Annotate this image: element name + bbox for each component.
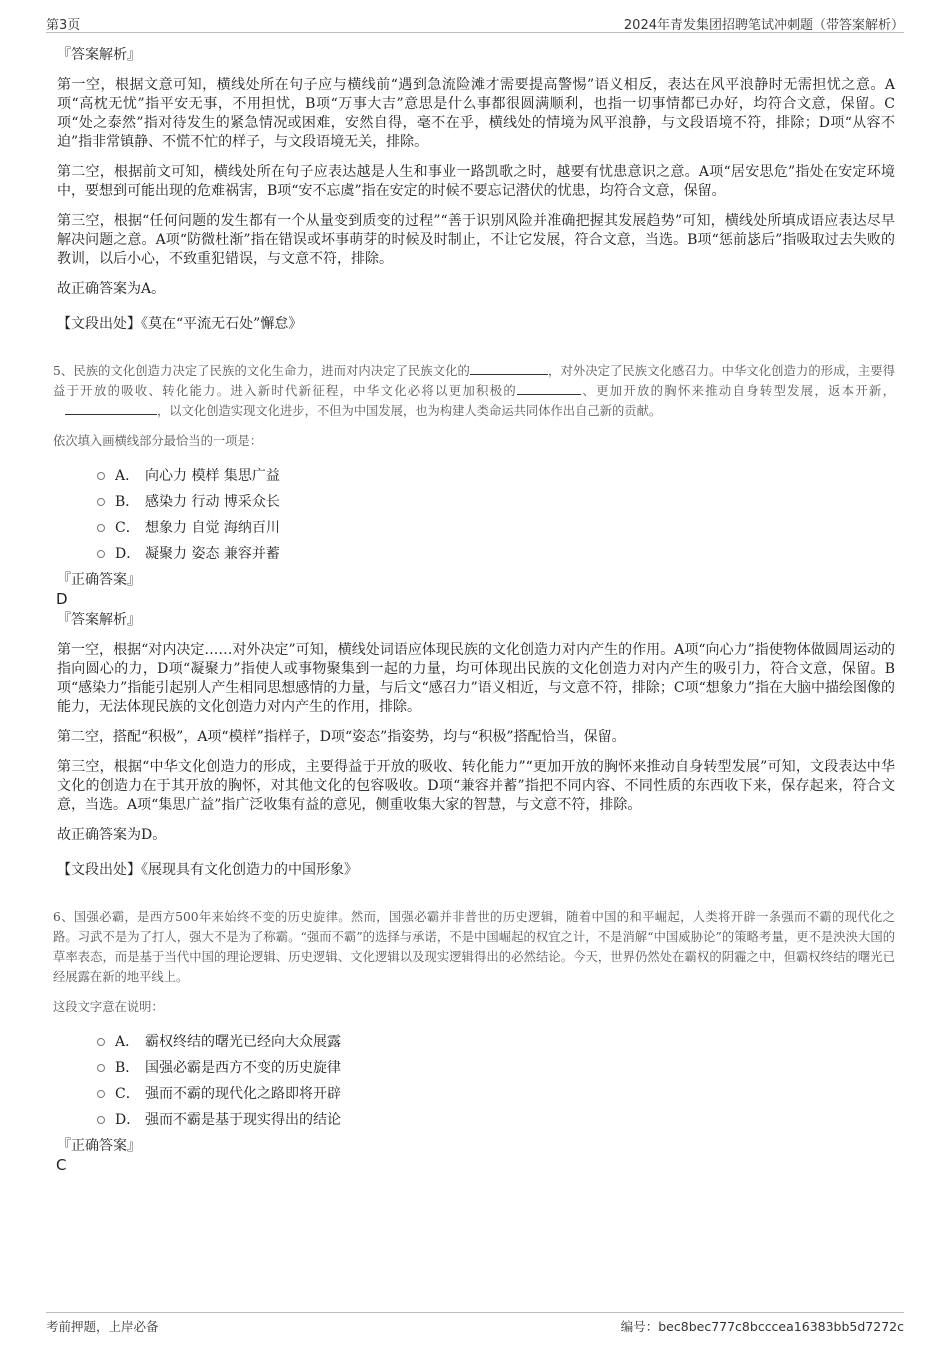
q5-answer-tag: 『正确答案』 (57, 572, 141, 588)
q5-text-part-4: ，以文化创造实现文化进步，不但为中国发展，也为构建人类命运共同体作出自己新的贡献。 (157, 404, 662, 418)
q6-answer: C (56, 1156, 67, 1174)
option-text: 凝聚力 姿态 兼容并蓄 (145, 546, 280, 562)
footer-slogan: 考前押题，上岸必备 (46, 1319, 159, 1334)
q5-text-part-3: 、更加开放的胸怀来推动自身转型发展，返本开新， (581, 384, 895, 398)
q4-source: 【文段出处】《莫在“平流无石处”懈怠》 (57, 316, 303, 332)
q5-option-c[interactable] (97, 515, 895, 541)
q6-prompt: 这段文字意在说明： (53, 1000, 164, 1014)
radio-icon[interactable] (97, 472, 105, 480)
q5-analysis-para-2: 第二空，搭配“积极”，A项“模样”指样子，D项“姿态”指姿势，均与“积极”搭配恰当，保留。 (57, 729, 626, 745)
option-key: B． (115, 494, 140, 510)
q6-answer-tag: 『正确答案』 (57, 1138, 141, 1154)
page-header (46, 12, 904, 33)
q5-source: 【文段出处】《展现具有文化创造力的中国形象》 (57, 862, 358, 878)
option-key: C． (115, 1086, 140, 1102)
option-key: C． (115, 520, 140, 536)
q5-option-b[interactable] (97, 489, 895, 515)
option-text: 霸权终结的曙光已经向大众展露 (145, 1034, 341, 1050)
option-key: A． (115, 468, 140, 484)
q5-option-a[interactable] (97, 463, 895, 489)
document-id: 编号：bec8bec777c8bcccea16383bb5d7272c (620, 1319, 904, 1334)
radio-icon[interactable] (97, 524, 105, 532)
q5-blank-2 (517, 382, 581, 395)
q5-analysis-para-3: 第三空，根据“中华文化创造力的形成，主要得益于开放的吸收、转化能力”“更加开放的胸怀来推动自身转型发展”可知，文段表达中华文化的创造力在于其开放的胸怀，对其他文化的包容吸收。D项“兼容并蓄”指把不同内容、不同性质的东西收下来，保存起来，符合文意，当选。A项“集思广益”指广泛收集有益的意见，侧重收集大家的智慧，与文意不符，排除。 (57, 759, 895, 813)
q6-option-c[interactable] (97, 1081, 895, 1107)
q5-blank-3 (65, 402, 157, 415)
q4-analysis-para-3: 第三空，根据“任何问题的发生都有一个从量变到质变的过程”“善于识别风险并准确把握其发展趋势”可知，横线处所填成语应表达尽早解决问题之意。A项“防微杜渐”指在错误或坏事萌芽的时候及时制止，不让它发展，符合文意，当选。B项“惩前毖后”指吸取过去失败的教训，以后小心，不致重犯错误，与文意不符，排除。 (57, 213, 895, 267)
q5-prompt: 依次填入画横线部分最恰当的一项是： (53, 434, 263, 448)
option-text: 强而不霸的现代化之路即将开辟 (145, 1086, 341, 1102)
q6-question-text: 6、国强必霸，是西方500年来始终不变的历史旋律。然而，国强必霸并非普世的历史逻辑，随着中国的和平崛起，人类将开辟一条强而不霸的现代化之路。习武不是为了打人，强大不是为了称霸。“强而不霸”的选择与承诺，不是中国崛起的权宜之计，不是消解“中国威胁论”的策略考量，更不是泱泱大国的草率表态，而是基于当代中国的理论逻辑、历史逻辑、文化逻辑以及现实逻辑得出的必然结论。今天，世界仍然处在霸权的阴霾之中，但霸权终结的曙光已经展露在新的地平线上。 (53, 910, 895, 984)
option-text: 感染力 行动 博采众长 (145, 494, 280, 510)
radio-icon[interactable] (97, 1090, 105, 1098)
q4-analysis-para-2: 第二空，根据前文可知，横线处所在句子应表达越是人生和事业一路凯歌之时，越要有忧患意识之意。A项“居安思危”指处在安定环境中，要想到可能出现的危难祸害，B项“安不忘虞”指在安定的时候不要忘记潜伏的忧患，均符合文意，保留。 (57, 164, 895, 199)
q5-text-part-1: 5、民族的文化创造力决定了民族的文化生命力，进而对内决定了民族文化的 (53, 364, 470, 378)
radio-icon[interactable] (97, 1038, 105, 1046)
document-body (53, 46, 895, 1175)
q6-option-b[interactable] (97, 1055, 895, 1081)
radio-icon[interactable] (97, 1116, 105, 1124)
option-text: 国强必霸是西方不变的历史旋律 (145, 1060, 341, 1076)
radio-icon[interactable] (97, 1064, 105, 1072)
q5-option-d[interactable] (97, 541, 895, 567)
option-key: D． (115, 1112, 141, 1128)
q5-analysis-para-1: 第一空，根据“对内决定……对外决定”可知，横线处词语应体现民族的文化创造力对内产生的作用。A项“向心力”指使物体做圆周运动的指向圆心的力，D项“凝聚力”指使人或事物聚集到一起的力量，均可体现出民族的文化创造力对内产生的吸引力，符合文意，保留。B项“感染力”指能引起别人产生相同思想感情的力量，与后文“感召力”语义相近，与文意不符，排除；C项“想象力”指在大脑中描绘图像的能力，无法体现民族的文化创造力对内产生的作用，排除。 (57, 642, 895, 715)
q5-blank-1 (470, 362, 548, 375)
radio-icon[interactable] (97, 498, 105, 506)
option-text: 想象力 自觉 海纳百川 (145, 520, 280, 536)
q4-analysis-tag: 『答案解析』 (57, 47, 141, 63)
page-number: 第3页 (46, 18, 81, 33)
q5-answer: D (56, 590, 68, 608)
option-key: B． (115, 1060, 140, 1076)
q4-analysis-para-1: 第一空，根据文意可知，横线处所在句子应与横线前“遇到急流险滩才需要提高警惕”语义相反，表达在风平浪静时无需担忧之意。A项“高枕无忧”指平安无事，不用担忧，B项“万事大吉”意思是什么事都很圆满顺利，也指一切事情都已办好，均符合文意，保留。C项“处之泰然”指对待发生的紧急情况或困难，安然自得，毫不在乎，横线处的情境为风平浪静，与文段语境不符，排除；D项“从容不迫”指非常镇静、不慌不忙的样子，与文段语境无关，排除。 (57, 77, 895, 150)
q4-conclusion: 故正确答案为A。 (57, 281, 166, 297)
option-text: 向心力 模样 集思广益 (145, 468, 280, 484)
q5-question-text (53, 361, 895, 421)
q6-option-d[interactable] (97, 1107, 895, 1133)
option-key: A． (115, 1034, 140, 1050)
radio-icon[interactable] (97, 550, 105, 558)
page-footer (46, 1312, 904, 1335)
q5-conclusion: 故正确答案为D。 (57, 827, 167, 843)
option-text: 强而不霸是基于现实得出的结论 (145, 1112, 341, 1128)
q6-option-a[interactable] (97, 1029, 895, 1055)
q5-analysis-tag: 『答案解析』 (57, 612, 141, 628)
q6-options (97, 1029, 895, 1133)
option-key: D． (115, 546, 141, 562)
document-title: 2024年青发集团招聘笔试冲刺题（带答案解析） (623, 18, 904, 33)
q5-options (97, 463, 895, 567)
q5-text-part-2: ，对外决定了民族文化感召力。中华文化创造力的形成，主要得益于开放的吸收、转化能力。进入新时代新征程，中华文化必将以更加积极的 (53, 364, 895, 398)
